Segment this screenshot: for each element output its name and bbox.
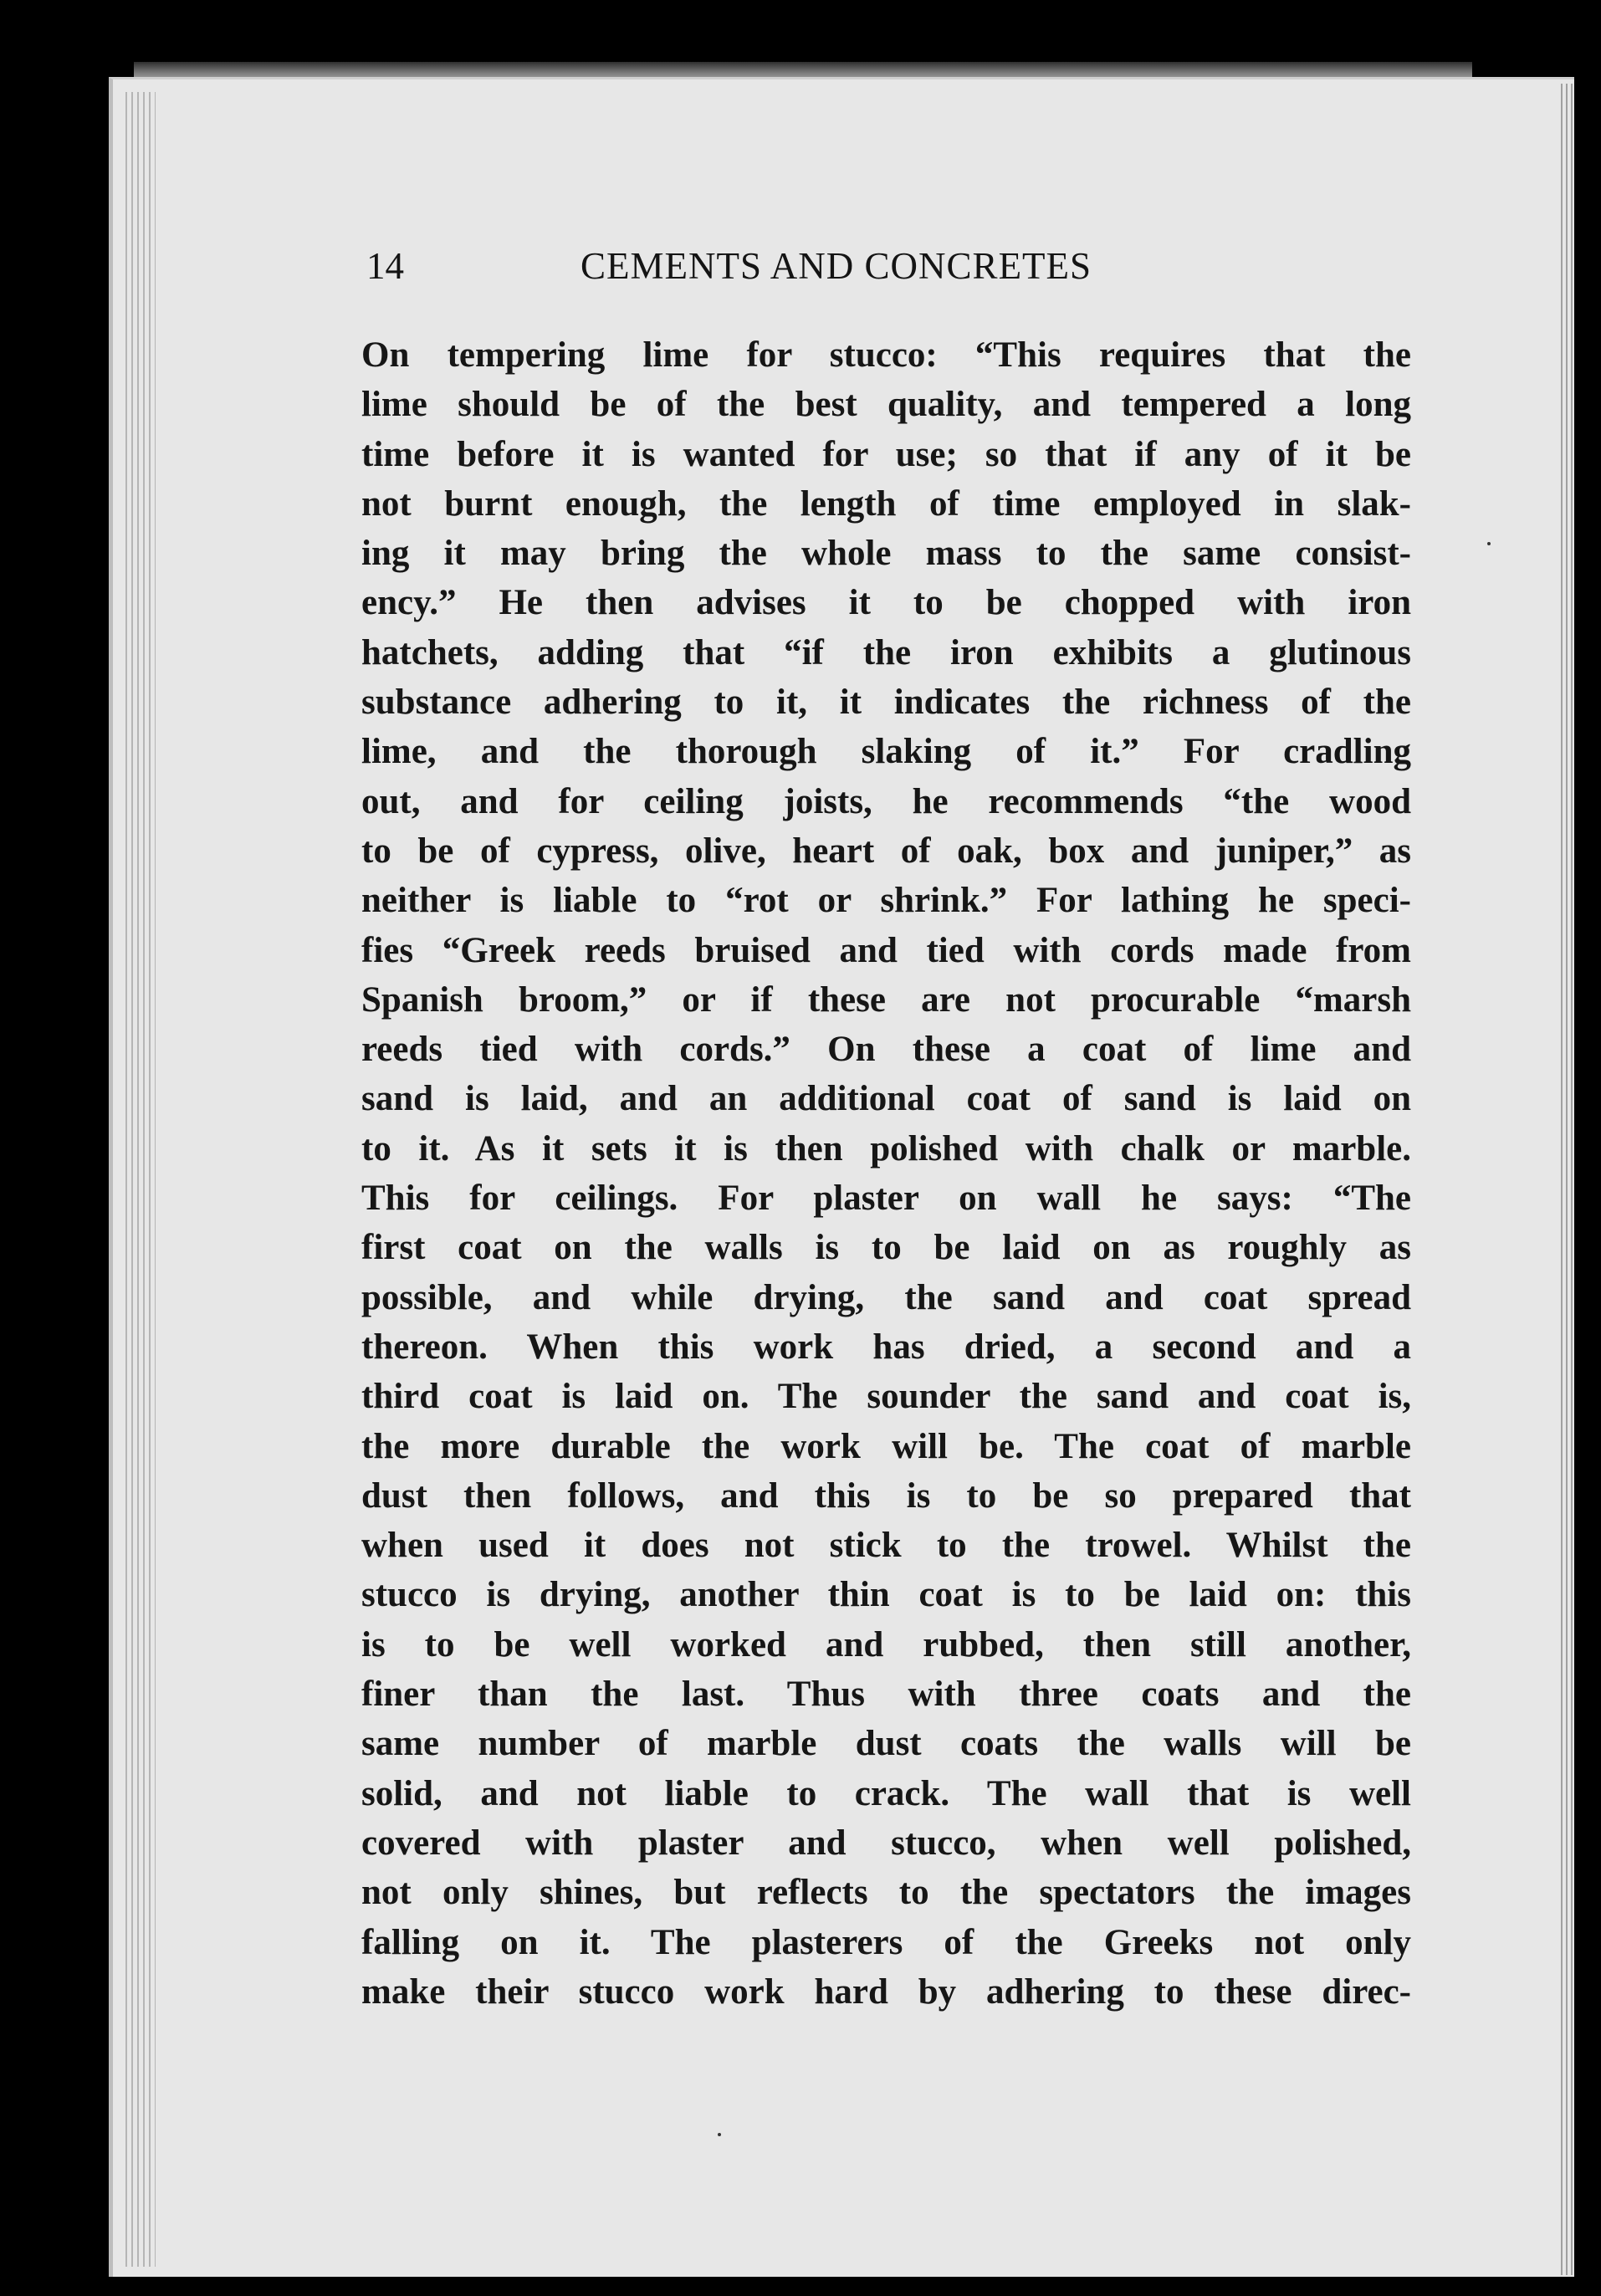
text-line: sand is laid, and an additional coat of sand is laid on [361,1079,1411,1119]
text-line: neither is liable to “rot or shrink.” For lathing he speci- [361,881,1411,921]
text-line: On tempering lime for stucco: “This requires that the [361,335,1411,375]
text-line: third coat is laid on. The sounder the sand and coat is, [361,1377,1411,1417]
text-line: fies “Greek reeds bruised and tied with cords made from [361,930,1411,970]
text-line: finer than the last. Thus with three coats and the [361,1675,1411,1715]
text-line: not only shines, but reflects to the spectators the images [361,1873,1411,1913]
text-line: is to be well worked and rubbed, then still another, [361,1624,1411,1664]
page-fore-edge [1561,84,1576,2275]
text-line: not burnt enough, the length of time employed in slak- [361,483,1411,524]
page-gutter-edges [125,92,156,2267]
text-line: lime should be of the best quality, and tempered a long [361,385,1411,425]
text-line: hatchets, adding that “if the iron exhibits a glutinous [361,632,1411,672]
text-line: the more durable the work will be. The coat of marble [361,1426,1411,1466]
text-line: to it. As it sets it is then polished with chalk or marble. [361,1128,1411,1168]
text-line: to be of cypress, olive, heart of oak, box and juniper,” as [361,831,1411,871]
text-line: out, and for ceiling joists, he recommends “the wood [361,781,1411,821]
speck-mark [718,2133,721,2136]
text-line: make their stucco work hard by adhering to these direc- [361,1971,1411,2012]
text-line: ency.” He then advises it to be chopped with iron [361,583,1411,623]
page-number: 14 [366,245,404,287]
running-title: CEMENTS AND CONCRETES [581,245,1092,287]
text-line: Spanish broom,” or if these are not procurable “marsh [361,979,1411,1020]
text-line: falling on it. The plasterers of the Greeks not only [361,1922,1411,1962]
text-line: substance adhering to it, it indicates the richness of the [361,683,1411,723]
text-line: same number of marble dust coats the walls will be [361,1724,1411,1764]
text-line: This for ceilings. For plaster on wall he says: “The [361,1179,1411,1219]
text-line: solid, and not liable to crack. The wall that is well [361,1773,1411,1813]
text-line: time before it is wanted for use; so that if any of it be [361,434,1411,474]
text-line: ing it may bring the whole mass to the same consist- [361,534,1411,574]
text-line: dust then follows, and this is to be so prepared that [361,1475,1411,1516]
page-header [366,244,1211,303]
text-line: covered with plaster and stucco, when well polished, [361,1823,1411,1863]
text-line: stucco is drying, another thin coat is to be laid on: this [361,1575,1411,1615]
text-line: when used it does not stick to the trowel. Whilst the [361,1526,1411,1566]
text-line: first coat on the walls is to be laid on as roughly as [361,1228,1411,1268]
body-text [361,330,1411,2017]
speck-mark [1487,542,1491,545]
text-line: thereon. When this work has dried, a second and a [361,1327,1411,1367]
text-line: lime, and the thorough slaking of it.” For cradling [361,732,1411,772]
text-line: possible, and while drying, the sand and coat spread [361,1277,1411,1317]
text-line: reeds tied with cords.” On these a coat of lime and [361,1030,1411,1070]
